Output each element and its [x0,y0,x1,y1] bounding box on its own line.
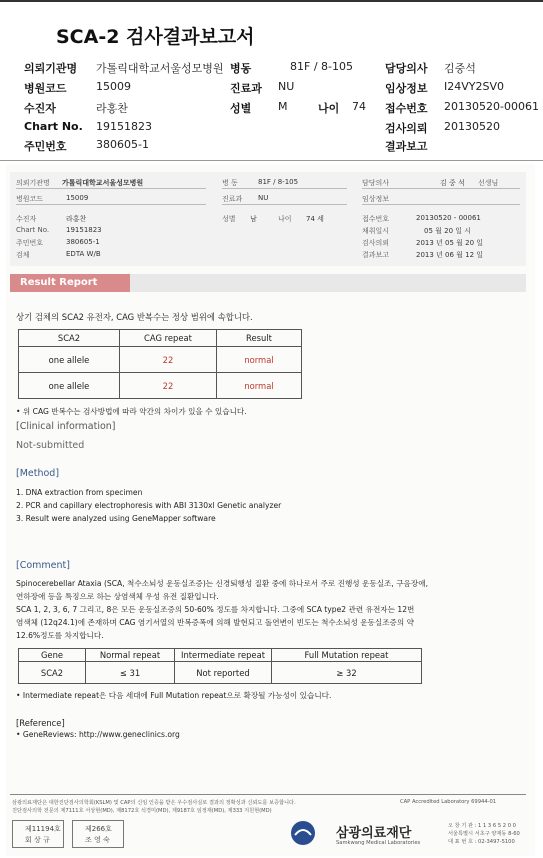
logo-text: 삼광의료재단 [336,826,412,841]
scan-sex-value: 남 [250,215,257,223]
age-label: 나이 [318,102,340,115]
scan-request-value: 2013 년 05 월 20 일 [416,239,484,247]
receipt-no-label: 접수번호 [385,102,428,115]
scan-chart-value: 19151823 [66,226,102,234]
contact-line: 서울특별시 서초구 양재동 8-60 [448,831,520,837]
gene-table-header-cell: Normal repeat [86,649,175,662]
scan-id-value: 380605-1 [66,238,100,246]
comment-line: 염색체 (12q24.1)에 존재하며 CAG 염기서열의 반복증폭에 의해 발현되고 돌연변이 빈도는 척수소뇌성 운동실조증의 약 [16,618,414,627]
underline [16,188,206,189]
table-row [19,662,422,684]
patient-label: 수진자 [24,102,56,115]
scan-receipt-value: 20130520 - 00061 [416,214,481,222]
gene-table [18,648,422,684]
result-report-label: 결과보고 [385,140,428,153]
footer-accreditation: 삼광의료재단은 대한진단검사의학회(KSLM) 및 CAP의 신임 인증을 받은 우수검사실로 결과의 정확성과 신뢰도를 보증합니다. [12,800,296,806]
footer-specialists: 진단검사의학 전문의 제7111호 서상현(MD), 제8172호 석경미(MD), 제9187호 임정재(MD), 제333 지원현(MD) [12,808,272,814]
scan-patient-label: 수진자 [16,215,37,223]
request-value: 20130520 [444,120,500,133]
scan-hospital-code-label: 병원코드 [16,195,44,203]
seal-number: 제11194호 [25,825,61,833]
underline [222,188,347,189]
scan-specimen-label: 검체 [16,251,30,259]
result-table [18,329,302,399]
allele-cell: one allele [19,347,120,373]
result-table-header [19,330,302,347]
underline [362,204,520,205]
samkwang-logo-icon [290,820,316,846]
id-value: 380605-1 [96,138,149,151]
comment-line: Spinocerebellar Ataxia (SCA, 척수소뇌성 운동실조증)는 신경퇴행성 질환 중에 하나로서 주로 진행성 운동실조, 구음장애, [16,579,428,588]
patient-value: 라홍찬 [96,102,128,115]
scan-institution-label: 의뢰기관명 [16,179,50,187]
contact-line: 오 창 기 관 : 1 1 3 6 5 2 0 0 [448,823,516,829]
age-value: 74 [352,100,366,113]
intermediate-repeat-cell: Not reported [175,662,272,684]
seal-number: 제266호 [85,825,112,833]
hospital-code-value: 15009 [96,80,131,93]
gene-table-header-cell: Intermediate repeat [175,649,272,662]
clinical-value: Not-submitted [16,440,85,451]
scan-doctor-label: 담당의사 [362,179,390,187]
physician-seal [12,820,64,848]
footer-cap: CAP Accredited Laboratory 69944-01 [400,799,497,805]
scan-sex-label: 성별 [222,215,236,223]
comment-heading: [Comment] [16,560,70,571]
underline [16,204,206,205]
comment-line: SCA 1, 2, 3, 6, 7 그리고, 8은 모든 운동실조증의 50-60% 정도를 차지합니다. 그중에 SCA type2 관련 유전자는 12번 [16,605,415,614]
logo-subtitle: Samkwang Medical Laboratories [336,840,421,846]
cag-repeat-cell: 22 [120,347,217,373]
doctor-label: 담당의사 [385,62,428,75]
cag-note: • 위 CAG 반복수는 검사방법에 따라 약간의 차이가 있을 수 있습니다. [16,407,247,416]
seal-name: 조 영 숙 [85,836,110,844]
result-summary: 상기 검체의 SCA2 유전자, CAG 반복수는 정상 범위에 속합니다. [16,312,253,322]
reference-item: • GeneReviews: http://www.geneclinics.org [16,730,180,739]
result-table-header-cell: Result [217,330,302,347]
sex-label: 성별 [230,102,252,115]
ward-label: 병동 [230,62,252,75]
scan-specimen-value: EDTA W/B [66,250,101,258]
table-row [19,347,302,373]
institution-value: 가톨릭대학교서울성모병원 [96,62,224,75]
scan-age-label: 나이 [278,215,292,223]
contact-line: 대 표 번 호 : 02-3497-5100 [448,839,515,845]
scan-doctor-value: 김 중 석 [440,179,465,187]
header-divider [0,160,543,161]
scan-report-value: 2013 년 06 월 12 일 [416,251,484,259]
cag-repeat-cell: 22 [120,373,217,399]
gene-cell: SCA2 [19,662,86,684]
result-report-title: Result Report [20,277,98,288]
scan-collect-label: 채취일시 [362,227,390,235]
gene-table-header [19,649,422,662]
result-table-header-cell: SCA2 [19,330,120,347]
ward-value: 81F / 8-105 [290,60,353,73]
scan-age-value: 74 세 [306,215,324,223]
scan-clinical-label: 임상정보 [362,195,390,203]
clinical-info-value: I24VY2SV0 [444,80,504,93]
top-border [0,0,543,2]
method-item: 2. PCR and capillary electrophoresis with ABI 3130xl Genetic analyzer [16,501,282,510]
result-cell: normal [217,347,302,373]
scan-ward-value: 81F / 8-105 [258,178,299,186]
allele-cell: one allele [19,373,120,399]
seal-name: 회 상 규 [25,836,50,844]
chart-value: 19151823 [96,120,152,133]
full-mutation-cell: ≥ 32 [272,662,422,684]
scan-report-label: 결과보고 [362,251,390,259]
normal-repeat-cell: ≤ 31 [86,662,175,684]
dept-value: NU [278,80,295,93]
scan-id-label: 주민번호 [16,239,44,247]
clinical-info-label: 임상정보 [385,82,428,95]
scan-receipt-label: 접수번호 [362,215,390,223]
intermediate-note: • Intermediate repeat은 다음 세대에 Full Mutation repeat으로 확장될 가능성이 있습니다. [16,691,332,700]
footer-divider [10,794,526,795]
scan-patient-value: 라홍찬 [66,215,87,223]
dept-label: 진료과 [230,82,262,95]
scanned-report [6,164,535,856]
report-title: SCA-2 검사결과보고서 [56,26,255,48]
scan-dept-value: NU [258,194,269,202]
clinical-heading: [Clinical information] [16,421,116,432]
method-item: 1. DNA extraction from specimen [16,488,143,497]
scan-ward-label: 병 동 [222,179,238,187]
comment-line: 12.6%정도를 차지합니다. [16,631,104,640]
method-item: 3. Result were analyzed using GeneMapper software [16,514,216,523]
request-label: 검사의뢰 [385,122,428,135]
institution-label: 의뢰기관명 [24,62,78,75]
underline [362,188,520,189]
id-label: 주민번호 [24,140,67,153]
gene-table-header-cell: Full Mutation repeat [272,649,422,662]
chart-label: Chart No. [24,120,83,133]
underline [222,204,347,205]
result-table-header-cell: CAG repeat [120,330,217,347]
scan-request-label: 검사의뢰 [362,239,390,247]
comment-line: 연하장애 등을 특징으로 하는 상염색체 우성 유전 질환입니다. [16,592,219,601]
sex-value: M [278,100,288,113]
hospital-code-label: 병원코드 [24,82,67,95]
table-row [19,373,302,399]
doctor-value: 김중석 [444,62,476,75]
physician-seal [72,820,124,848]
scan-hospital-code-value: 15009 [66,194,89,202]
result-cell: normal [217,373,302,399]
scan-institution-value: 가톨릭대학교서울성모병원 [62,179,144,187]
scan-dept-label: 진료과 [222,195,243,203]
reference-heading: [Reference] [16,718,65,728]
method-heading: [Method] [16,468,60,479]
gene-table-header-cell: Gene [19,649,86,662]
receipt-no-value: 20130520-00061 [444,100,539,113]
scan-collect-value: 05 월 20 일 시 [424,227,472,235]
scan-doctor-suffix: 선생님 [478,179,499,187]
scan-chart-label: Chart No. [16,226,50,234]
